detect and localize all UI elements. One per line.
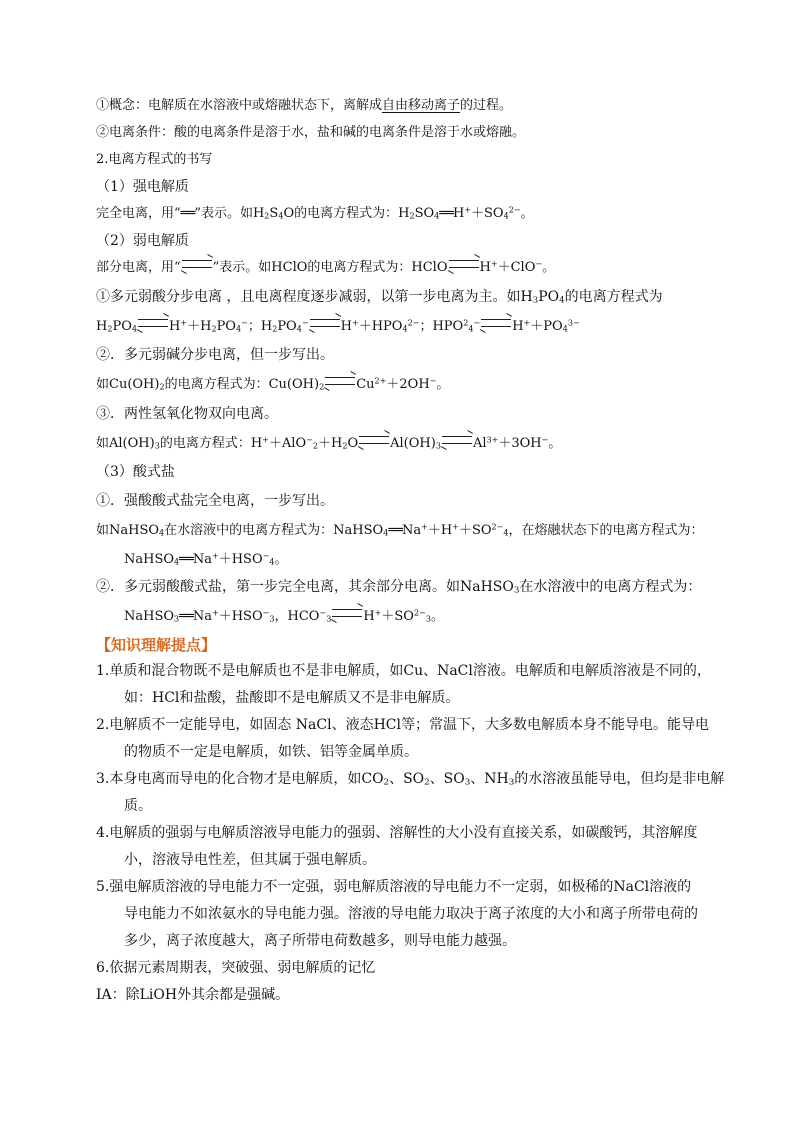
line-nahso3: $NaHSO_3══Na^++HSO^-_3$，$HCO^-_3$ $H^++SO^{2-}_3$。 <box>124 608 444 626</box>
line-strong-electrolyte: 完全电离，用“══”表示。如$H_2S_4O$的电离方程式为：$H_2SO_4══H^++SO_4^{2-}$。 <box>96 205 534 221</box>
group-ia-line: ⅠA：除LiOH外其余都是强碱。 <box>96 987 290 1003</box>
tip-5-line-3: 多少，离子浓度越大，离子所带电荷数越多，则导电能力越强。 <box>124 933 516 949</box>
knowledge-tips-heading: 【知识理解提点】 <box>96 636 217 654</box>
line-weak-electrolyte: 部分电离，用“ ”表示。如HClO的电离方程式为：HClO H+＋ClO−。 <box>96 259 555 277</box>
subheading-strong-electrolyte: （1）强电解质 <box>96 179 189 195</box>
line-weak-acid-salt: ②．多元弱酸酸式盐，第一步完全电离，其余部分电离。如NaHSO$_3$在水溶液中的电离方程式为： <box>96 579 702 596</box>
tip-5-line-1: 5.强电解质溶液的导电能力不一定强，弱电解质溶液的导电能力不一定弱，如极稀的NaCl溶液的 <box>96 879 692 895</box>
tip-1-line-1: 1.单质和混合物既不是电解质也不是非电解质，如Cu、NaCl溶液。电解质和电解质溶液是不同的， <box>96 663 711 679</box>
line-polyprotic-acid: ①多元弱酸分步电离 ，且电离程度逐步减弱，以第一步电离为主。如$H_3PO_4$的电离方程式为 <box>96 289 663 306</box>
subheading-weak-electrolyte: （2）弱电解质 <box>96 233 189 249</box>
tip-6-heading: 6.依据元素周期表，突破强、弱电解质的记忆 <box>96 960 376 976</box>
line-copper-hydroxide: 如$Cu(OH)_2$的电离方程式为：$Cu(OH)_2$ $Cu^{2+}+2OH^-$。 <box>96 376 449 394</box>
line-strong-acid-salt: ①．强酸酸式盐完全电离，一步写出。 <box>96 493 334 509</box>
tip-1-line-2: 如：HCl和盐酸，盐酸即不是电解质又不是非电解质。 <box>124 690 460 706</box>
line-nahso4-water: 如NaHSO$_4$在水溶液中的电离方程式为：$NaHSO_4══Na^++H^++SO^{2-}_4$，在熔融状态下的电离方程式为： <box>96 522 704 538</box>
tip-2-line-2: 的物质不一定是电解质，如铁、铝等金属单质。 <box>124 744 418 760</box>
tip-3-line-1: 3.本身电离而导电的化合物才是电解质，如$CO_2$、$SO_2$、$SO_3$、$NH_3$的水溶液虽能导电，但均是非电解 <box>96 771 725 788</box>
concept-line: ①概念：电解质在水溶液中或熔融状态下，离解成自由移动离子的过程。 <box>96 98 513 113</box>
tip-2-line-1: 2.电解质不一定能导电，如固态 NaCl、液态HCl等；常温下，大多数电解质本身不能导电。能导电 <box>96 717 709 733</box>
section-heading-equation-writing: 2.电离方程式的书写 <box>96 152 213 167</box>
subheading-acid-salt: （3）酸式盐 <box>96 464 175 480</box>
line-polybasic-base: ②．多元弱碱分步电离，但一步写出。 <box>96 347 334 363</box>
tip-3-line-2: 质。 <box>124 798 152 814</box>
underlined-term: 自由移动离子 <box>382 98 461 113</box>
tip-4-line-1: 4.电解质的强弱与电解质溶液导电能力的强弱、溶解性的大小没有直接关系，如碳酸钙，其溶解度 <box>96 825 698 841</box>
line-amphoteric: ③．两性氢氧化物双向电离。 <box>96 406 278 422</box>
line-ionization-conditions: ②电离条件：酸的电离条件是溶于水，盐和碱的电离条件是溶于水或熔融。 <box>96 125 526 140</box>
tip-4-line-2: 小，溶液导电性差，但其属于强电解质。 <box>124 852 376 868</box>
tip-5-line-2: 导电能力不如浓氨水的导电能力强。溶液的导电能力取决于离子浓度的大小和离子所带电荷的 <box>124 906 698 922</box>
line-phosphoric-steps: $H_2PO_4$ $H^++H_2PO_4^-$；$H_2PO_4^-$ $H^++HPO_4^{2-}$；$HPO^2_4^-$ $H^++PO_4^{3-}$ <box>96 318 580 336</box>
line-aluminum-hydroxide: 如$Al(OH)_3$的电离方程式：$H^++AlO^-_2+H_2O$ $Al(OH)_3$ $Al^{3+}+3OH^-$。 <box>96 435 561 453</box>
line-nahso4-molten: $NaHSO_4══Na^++HSO^-_4$。 <box>124 551 288 567</box>
